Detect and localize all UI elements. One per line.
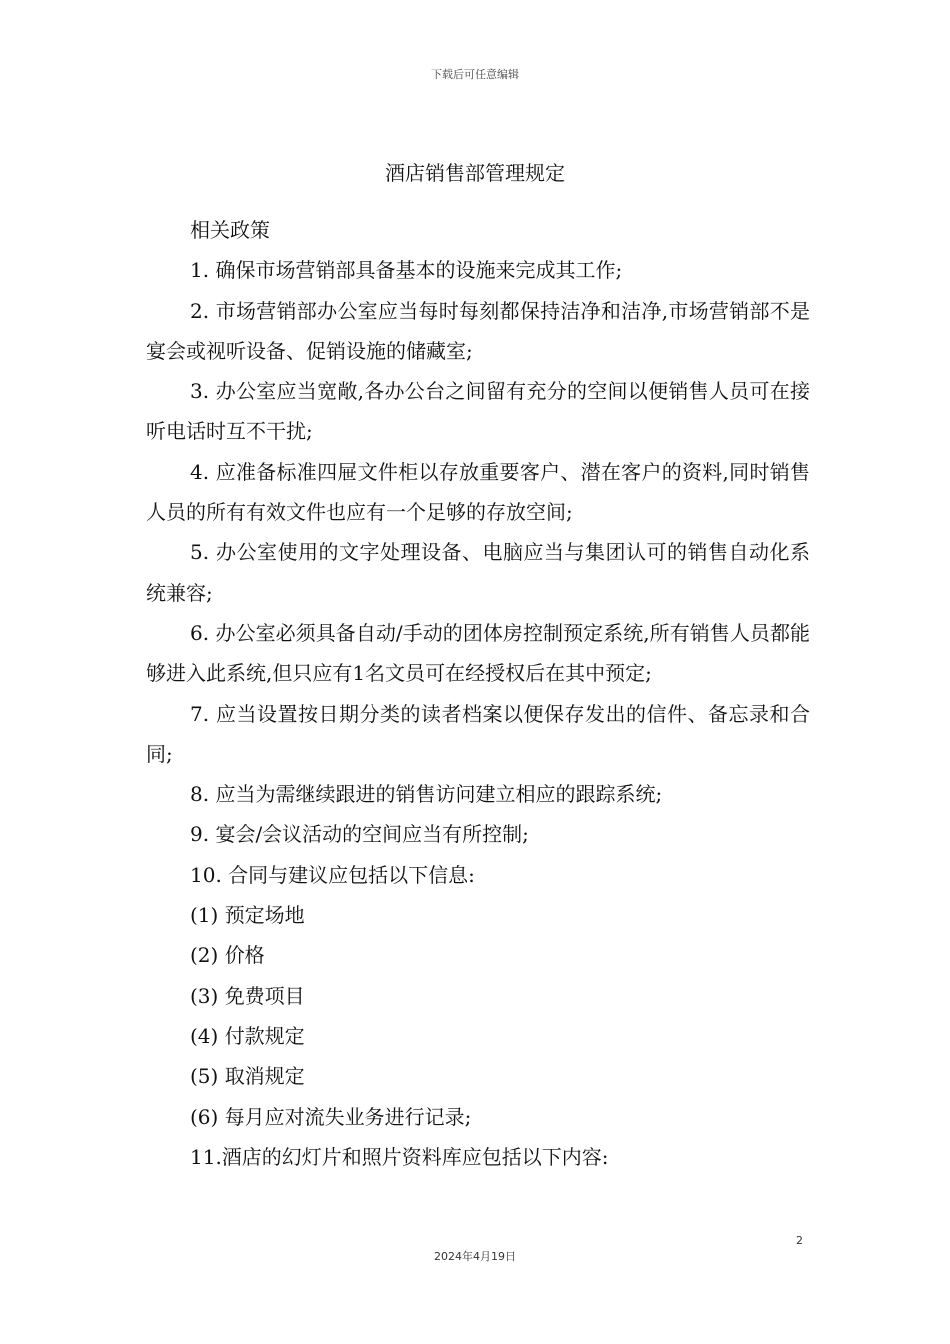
- policy-item-7: 7. 应当设置按日期分类的读者档案以便保存发出的信件、备忘录和合同;: [146, 701, 810, 766]
- sub-item-6: (6) 每月应对流失业务进行记录;: [190, 1104, 472, 1129]
- policy-item-10: 10. 合同与建议应包括以下信息:: [190, 862, 475, 887]
- sub-item-1: (1) 预定场地: [190, 903, 305, 928]
- sub-item-5: (5) 取消规定: [190, 1064, 305, 1089]
- section-heading-policy: 相关政策: [190, 218, 270, 242]
- sub-item-4: (4) 付款规定: [190, 1023, 305, 1048]
- policy-item-8: 8. 应当为需继续跟进的销售访问建立相应的跟踪系统;: [190, 782, 663, 807]
- page-number: 2: [796, 1234, 803, 1247]
- policy-item-2: 2. 市场营销部办公室应当每时每刻都保持洁净和洁净,市场营销部不是宴会或视听设备、促销设施的储藏室;: [146, 298, 810, 363]
- policy-item-4: 4. 应准备标准四屉文件柜以存放重要客户、潜在客户的资料,同时销售人员的所有有效文件也应有一个足够的存放空间;: [146, 459, 810, 525]
- policy-item-5: 5. 办公室使用的文字处理设备、电脑应当与集团认可的销售自动化系统兼容;: [146, 540, 810, 605]
- document-title: 酒店销售部管理规定: [385, 161, 565, 185]
- policy-item-3: 3. 办公室应当宽敞,各办公台之间留有充分的空间以便销售人员可在接听电话时互不干扰;: [146, 379, 810, 444]
- page-header: 下载后可任意编辑: [431, 68, 519, 81]
- document-body: [146, 210, 810, 1177]
- footer-date: 2024年4月19日: [434, 1250, 516, 1263]
- policy-item-1: 1. 确保市场营销部具备基本的设施来完成其工作;: [190, 258, 623, 283]
- policy-item-6: 6. 办公室必须具备自动/手动的团体房控制预定系统,所有销售人员都能够进入此系统,但只应有1名文员可在经授权后在其中预定;: [146, 620, 810, 686]
- sub-item-2: (2) 价格: [190, 943, 265, 968]
- policy-item-9: 9. 宴会/会议活动的空间应当有所控制;: [190, 822, 529, 847]
- policy-item-11: 11.酒店的幻灯片和照片资料库应包括以下内容:: [190, 1144, 609, 1169]
- sub-item-3: (3) 免费项目: [190, 983, 305, 1008]
